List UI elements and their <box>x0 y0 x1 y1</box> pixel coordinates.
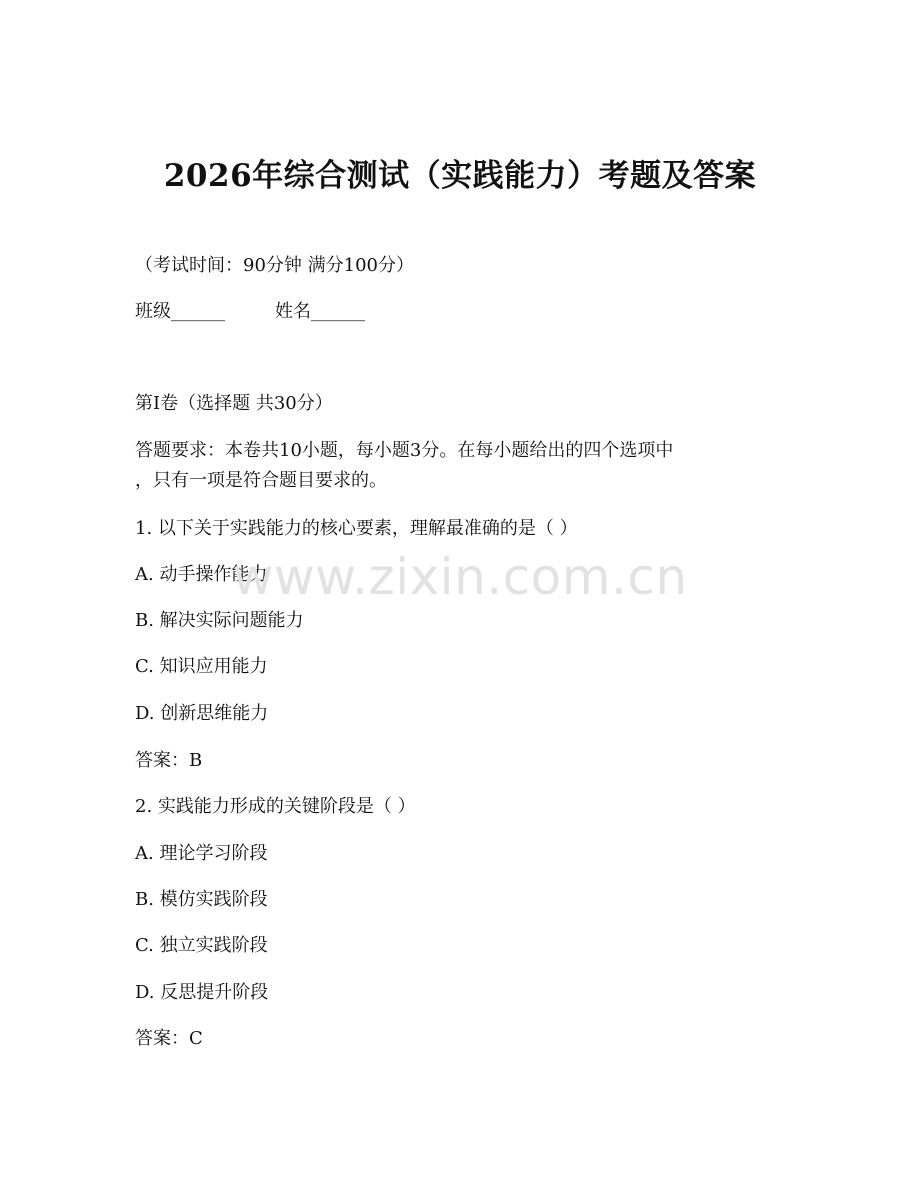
watermark: www.zixin.com.cn <box>232 548 688 606</box>
instructions-line-1: 答题要求：本卷共10小题，每小题3分。在每小题给出的四个选项中 <box>135 440 674 461</box>
question-2-stem: 2. 实践能力形成的关键阶段是（ ） <box>135 796 416 817</box>
question-1-option-b: B. 解决实际问题能力 <box>135 610 304 631</box>
question-2-option-b: B. 模仿实践阶段 <box>135 889 268 910</box>
page-title: 2026年综合测试（实践能力）考题及答案 <box>163 158 757 194</box>
class-name-row <box>135 298 365 326</box>
question-2-answer: 答案：C <box>135 1028 203 1049</box>
class-label: 班级______ <box>135 301 225 322</box>
exam-info: （考试时间：90分钟 满分100分） <box>135 255 414 276</box>
question-1-option-d: D. 创新思维能力 <box>135 703 269 724</box>
question-1-option-a: A. 动手操作能力 <box>135 564 268 585</box>
question-2-option-d: D. 反思提升阶段 <box>135 982 269 1003</box>
question-1-option-c: C. 知识应用能力 <box>135 656 268 677</box>
section-title: 第I卷（选择题 共30分） <box>135 393 333 414</box>
instructions-line-2: ，只有一项是符合题目要求的。 <box>135 470 387 491</box>
question-1-stem: 1. 以下关于实践能力的核心要素，理解最准确的是（ ） <box>135 518 578 539</box>
question-2-option-a: A. 理论学习阶段 <box>135 843 268 864</box>
name-label: 姓名______ <box>275 301 365 322</box>
question-1-answer: 答案：B <box>135 750 203 771</box>
question-2-option-c: C. 独立实践阶段 <box>135 935 268 956</box>
